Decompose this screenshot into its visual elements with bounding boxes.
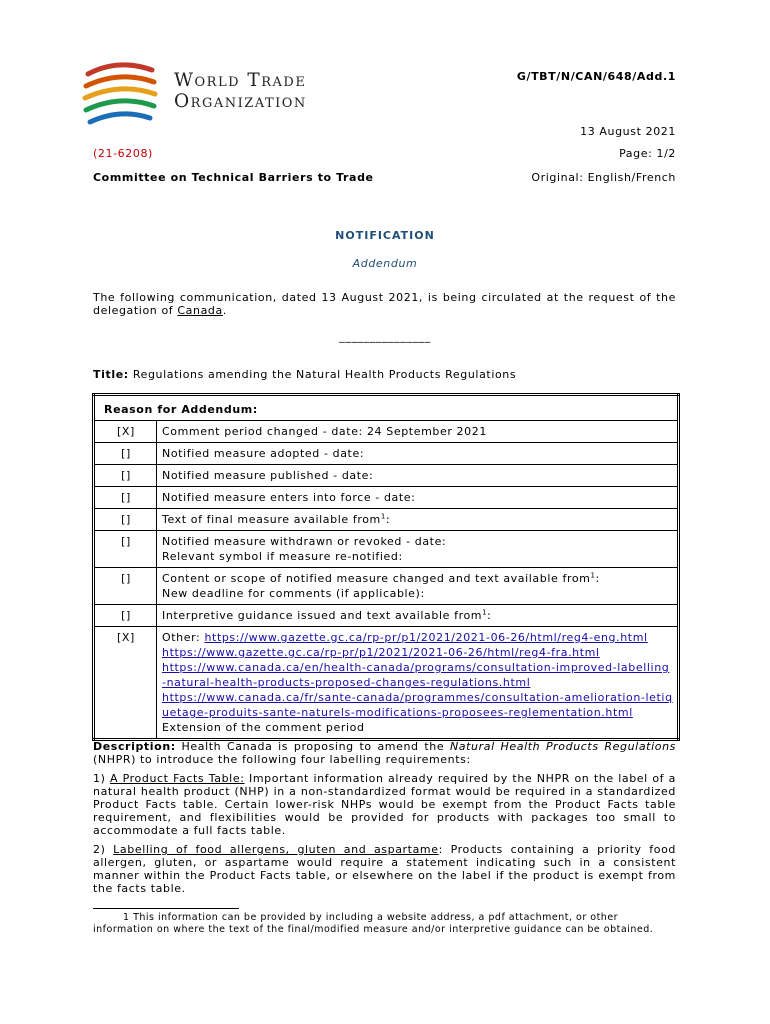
document-symbol: G/TBT/N/CAN/648/Add.1: [516, 70, 676, 83]
table-row: [X] Other: https://www.gazette.gc.ca/rp-pr/p1/2021/2021-06-26/html/reg4-eng.html https://www.gazette.gc.ca/rp-pr/p1/2021/2021-06-26/html/reg4-fra.html https://www.canada.ca/en/health-canada/programs/consultation-improved-labelling-natural-health-products-proposed-changes-regulations.html https://www.canada.ca/fr/sante-canada/programmes/consultation-amelioration-letiquetage-produits-sante-naturels-modifications-proposees-reglementation.html Extension of the comment period: [94, 627, 679, 740]
table-row: [] Interpretive guidance issued and text available from$^1$:: [94, 605, 679, 627]
reasons-header: Reason for Addendum:: [94, 395, 679, 421]
link-gazette-eng[interactable]: https://www.gazette.gc.ca/rp-pr/p1/2021/2021-06-26/html/reg4-eng.html: [204, 631, 648, 644]
table-row: [] Notified measure published - date:: [94, 465, 679, 487]
addendum-subheading: Addendum: [352, 257, 418, 270]
footnote-divider: [93, 908, 239, 909]
requirement-1: 1) A Product Facts Table: Important information already required by the NHPR on the label of a natural health product (NHP) in a non-standardized format would be required in a standardized Product Facts table. Certain lower-risk NHPs would be exempt from the Product Facts table requirement, and flexibilities would be provided for products with packages too small to accommodate a full facts table.: [93, 772, 676, 837]
requirement-2: 2) Labelling of food allergens, gluten and aspartame: Products containing a priority food allergen, gluten, or aspartame would require a statement indicating such in a consistent manner within the Product Facts table, or elsewhere on the label if the product is exempt from the facts table.: [93, 843, 676, 895]
wto-logo-icon: [82, 56, 162, 132]
link-canada-fr[interactable]: https://www.canada.ca/fr/sante-canada/programmes/consultation-amelioration-letiquetage-produits-sante-naturels-modifications-proposees-reglementation.html: [162, 691, 673, 719]
link-canada-en[interactable]: https://www.canada.ca/en/health-canada/programs/consultation-improved-labelling-natural-health-products-proposed-changes-regulations.html: [162, 661, 670, 689]
table-row: [] Notified measure withdrawn or revoked - date: Relevant symbol if measure re-notified:: [94, 531, 679, 568]
other-note: Extension of the comment period: [162, 721, 365, 734]
title-line: Title: Regulations amending the Natural Health Products Regulations: [93, 368, 517, 381]
reasons-table: [92, 393, 680, 741]
footnote: 1 This information can be provided by including a website address, a pdf attachment, or other information on where the text of the final/modified measure and/or interpretive guidance can be obtained.: [93, 912, 654, 935]
intro-paragraph: The following communication, dated 13 August 2021, is being circulated at the request of the delegation of Canada.: [93, 291, 676, 317]
logo-line1: World Trade: [174, 70, 307, 91]
link-gazette-fra[interactable]: https://www.gazette.gc.ca/rp-pr/p1/2021/2021-06-26/html/reg4-fra.html: [162, 646, 600, 659]
separator-line: _______________: [339, 330, 431, 343]
reference-number: (21-6208): [93, 147, 153, 160]
original-language: Original: English/French: [531, 171, 676, 184]
document-date: 13 August 2021: [580, 125, 676, 138]
logo-line2: Organization: [174, 91, 307, 112]
notification-heading: NOTIFICATION: [335, 229, 435, 242]
table-row: [] Text of final measure available from$^1$:: [94, 509, 679, 531]
table-row: [] Notified measure adopted - date:: [94, 443, 679, 465]
table-row: [X] Comment period changed - date: 24 September 2021: [94, 421, 679, 443]
country-name: Canada: [177, 304, 223, 317]
table-row: [] Content or scope of notified measure changed and text available from$^1$: New deadline for comments (if applicable):: [94, 568, 679, 605]
committee-name: Committee on Technical Barriers to Trade: [93, 171, 374, 184]
table-row: [] Notified measure enters into force - date:: [94, 487, 679, 509]
description-paragraph: Description: Health Canada is proposing to amend the Natural Health Products Regulations (NHPR) to introduce the following four labelling requirements:: [93, 740, 676, 766]
page-number: Page: 1/2: [619, 147, 676, 160]
